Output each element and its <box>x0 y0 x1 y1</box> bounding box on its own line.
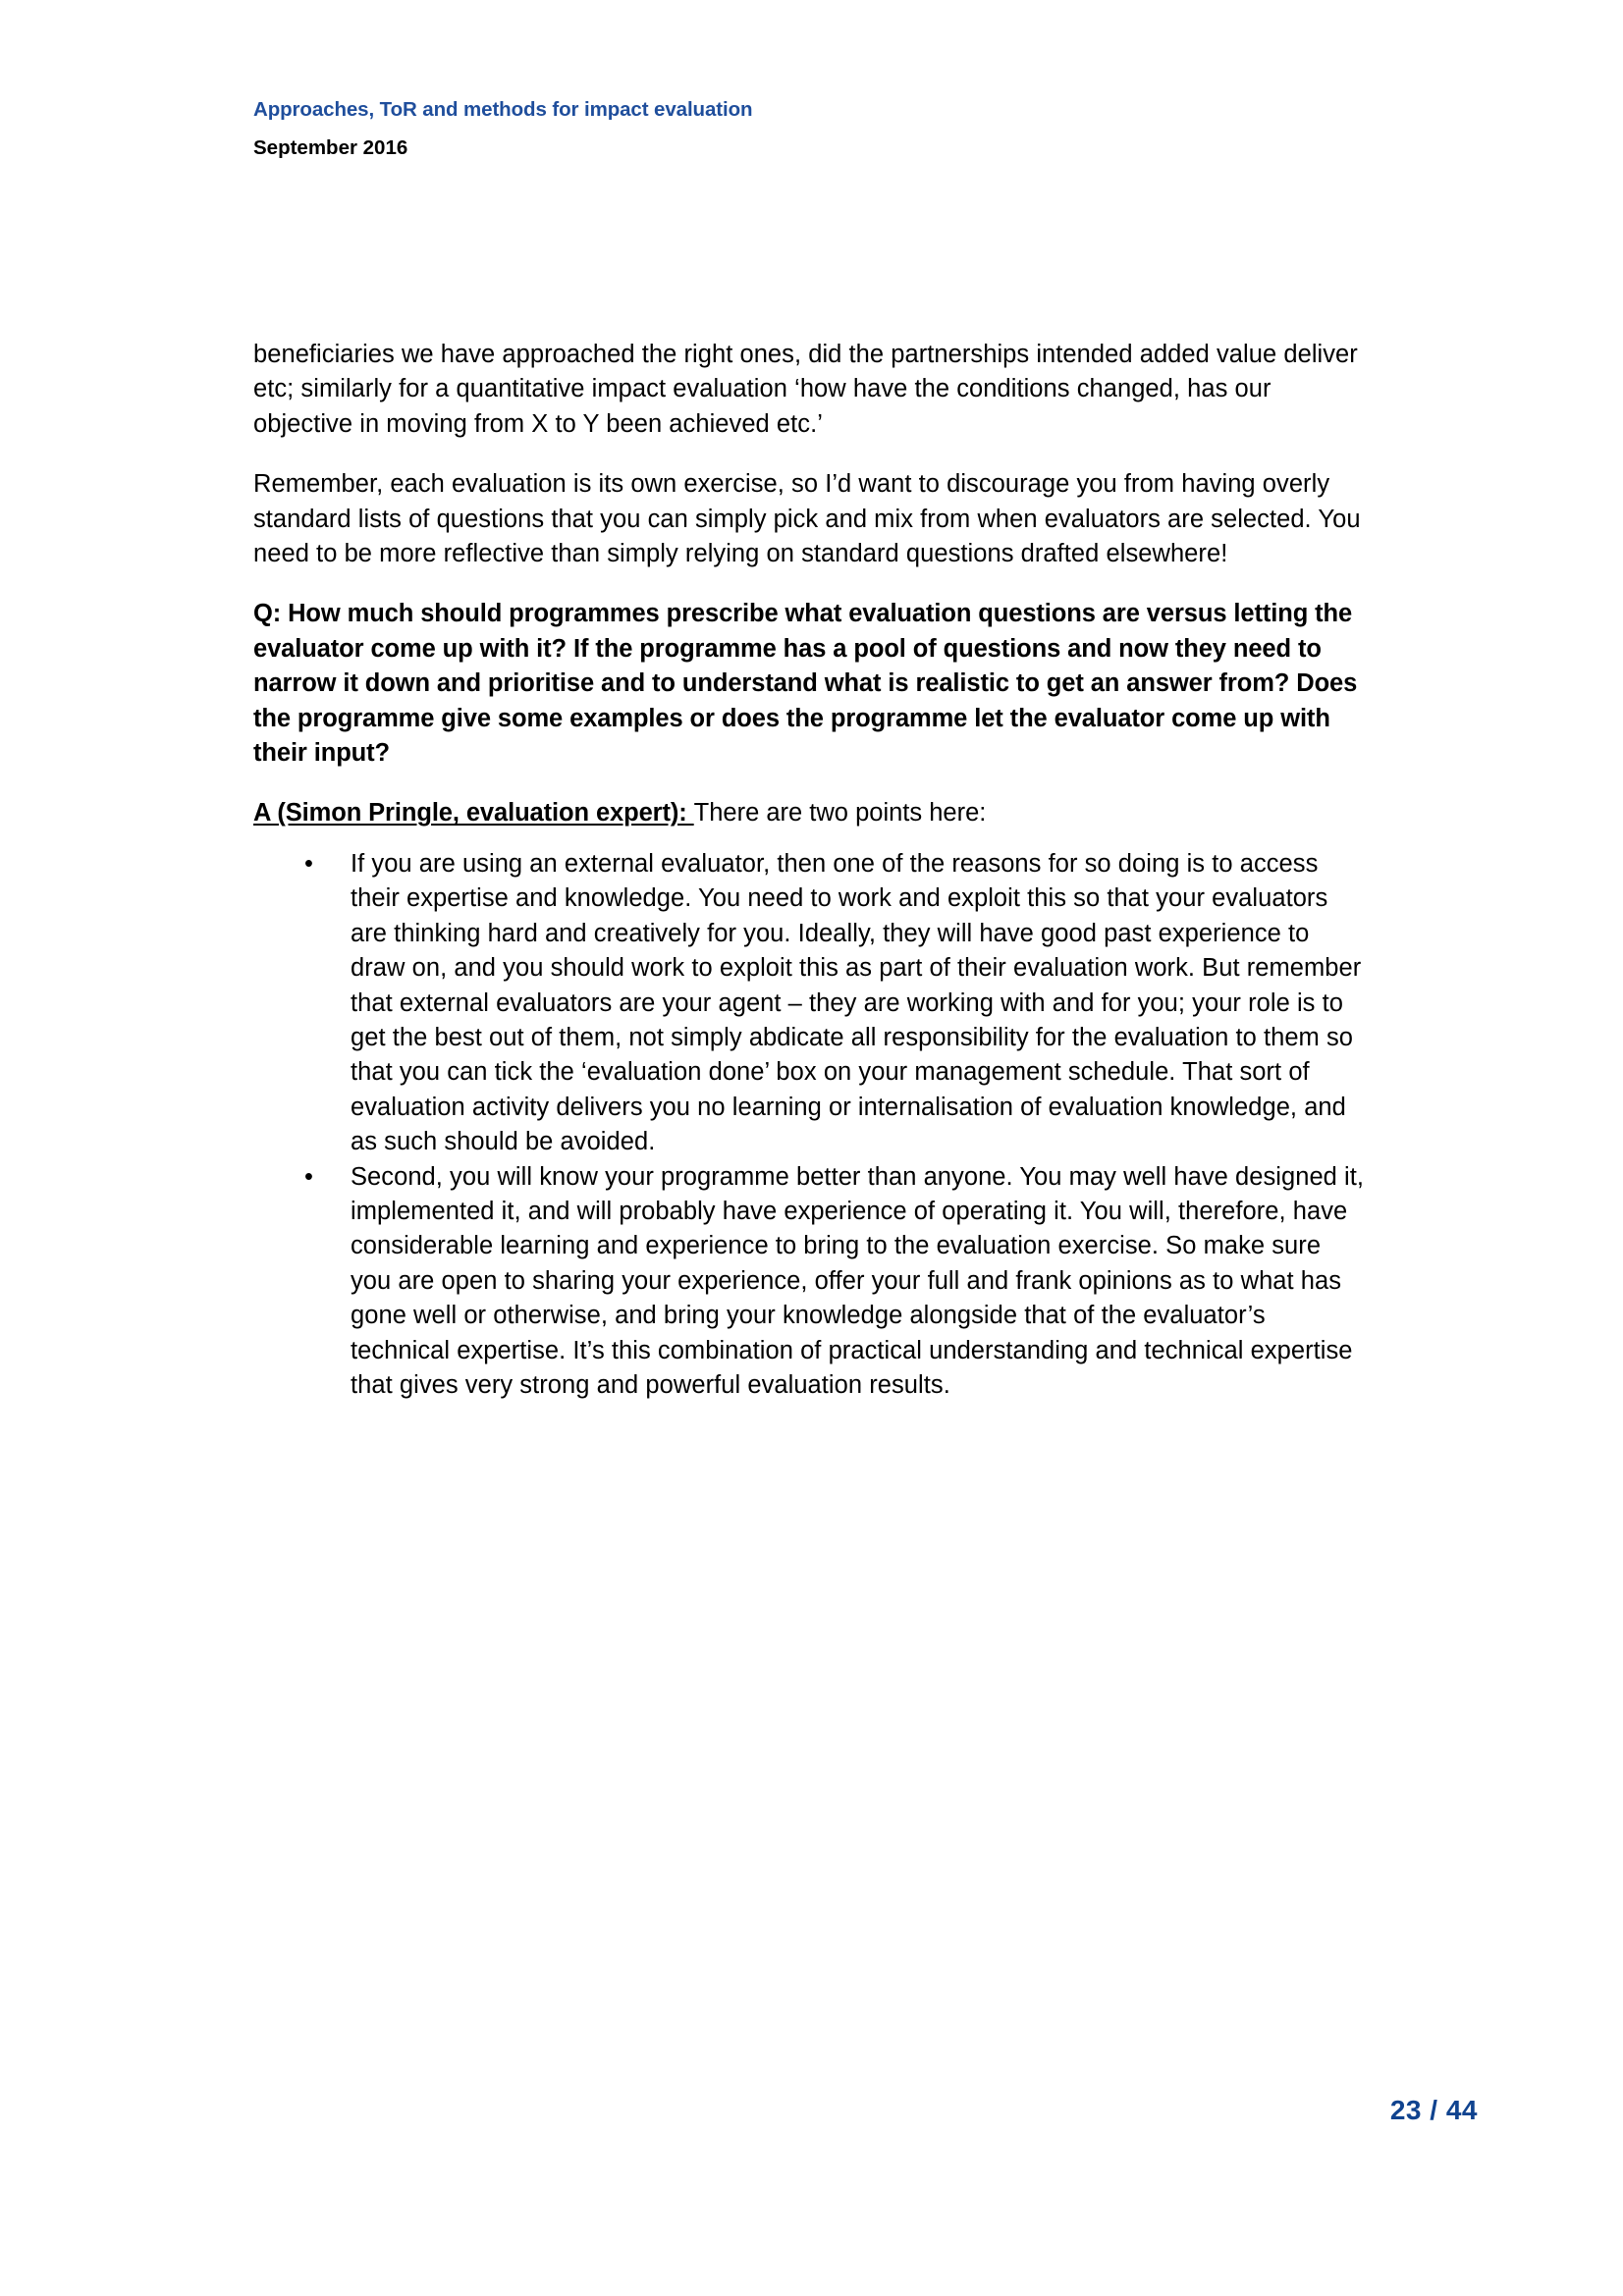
document-date: September 2016 <box>253 135 408 159</box>
document-body <box>253 338 1365 1403</box>
list-item-text: Second, you will know your programme better than anyone. You may well have designed it, implemented it, and will probably have experience of operating it. You will, therefore, have considerable learning and experience to bring to the evaluation exercise. So make sure you are open to sharing your experience, offer your full and frank opinions as to what has gone well or otherwise, and bring your knowledge alongside that of the evaluator’s technical expertise. It’s this combination of practical understanding and technical expertise that gives very strong and powerful evaluation results. <box>351 1162 1365 1399</box>
answer-bullet-list <box>253 847 1365 1404</box>
page-number: 23 / 44 <box>1389 2095 1478 2125</box>
bullet-icon: • <box>304 1162 313 1191</box>
answer-attribution-label: A (Simon Pringle, evaluation expert): <box>253 799 694 828</box>
paragraph-continuation: beneficiaries we have approached the right ones, did the partnerships intended added value deliver etc; similarly for a quantitative impact evaluation ‘how have the conditions changed, has our objective in moving from X to Y been achieved etc.’ <box>253 341 1358 438</box>
answer-paragraph <box>253 796 1365 830</box>
list-item <box>253 847 1365 1160</box>
list-item <box>253 1160 1365 1404</box>
paragraph-remember: Remember, each evaluation is its own exercise, so I’d want to discourage you from having overly standard lists of questions that you can simply pick and mix from when evaluators are selected. You need to be more reflective than simply relying on standard questions drafted elsewhere! <box>253 470 1361 568</box>
document-header <box>253 98 1373 160</box>
answer-intro-text: There are two points here: <box>693 799 987 828</box>
list-item-text: If you are using an external evaluator, then one of the reasons for so doing is to access their expertise and knowledge. You need to work and exploit this so that your evaluators are thinking hard and creatively for you. Ideally, they will have good past experience to draw on, and you should work to exploit this as part of their evaluation work. But remember that external evaluators are your agent – they are working with and for you; your role is to get the best out of them, not simply abdicate all responsibility for the evaluation to them so that you can tick the ‘evaluation done’ box on your management schedule. That sort of evaluation activity delivers you no learning or internalisation of evaluation knowledge, and as such should be avoided. <box>351 849 1362 1156</box>
bullet-icon: • <box>304 849 313 878</box>
question-paragraph: Q: How much should programmes prescribe what evaluation questions are versus letting the evaluator come up with it? If the programme has a pool of questions and now they need to narrow it down and prioritise and to understand what is realistic to get an answer from? Does the programme give some examples or does the programme let the evaluator come up with their input? <box>253 600 1358 768</box>
document-title: Approaches, ToR and methods for impact evaluation <box>253 98 753 121</box>
